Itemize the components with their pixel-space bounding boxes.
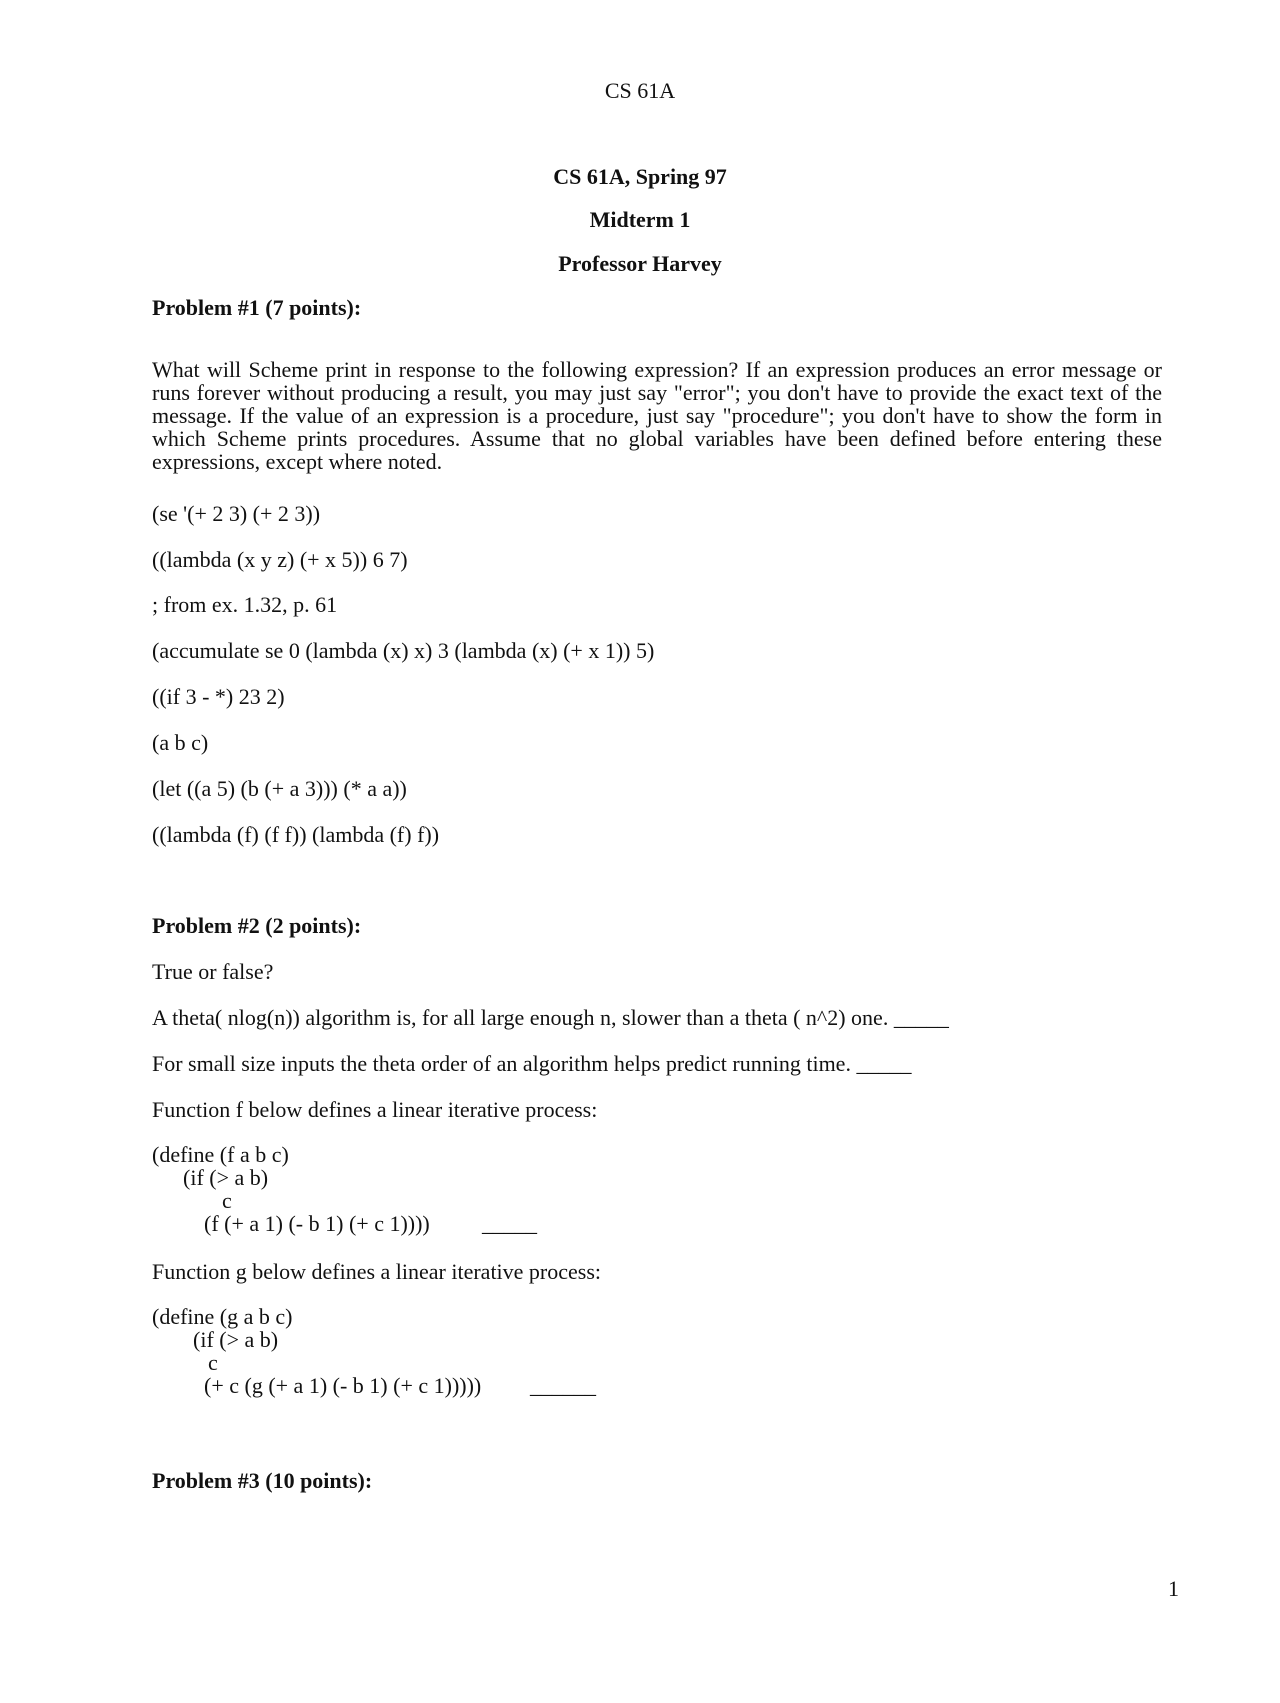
- problem2-prompt: True or false?: [152, 959, 274, 984]
- true-false-statement: Function g below defines a linear iterative process:: [152, 1259, 602, 1284]
- exam-professor: Professor Harvey: [558, 251, 722, 276]
- expression: (a b c): [152, 730, 209, 755]
- code-line: (+ c (g (+ a 1) (- b 1) (+ c 1))))): [204, 1373, 482, 1398]
- true-false-statement: A theta( nlog(n)) algorithm is, for all large enough n, slower than a theta ( n^2) one. _____: [152, 1005, 949, 1030]
- problem1-instructions: What will Scheme print in response to the following expression? If an expression produces an error message or runs forever without producing a result, you may just say "error"; you don't have to provide the exact text of the message. If the value of an expression is a procedure, just say "procedure"; you don't have to show the form in which Scheme prints procedures. Assume that no global variables have been defined before entering these expressions, except where noted.: [152, 357, 1162, 474]
- exam-title: CS 61A, Spring 97: [553, 164, 727, 189]
- expression: (accumulate se 0 (lambda (x) x) 3 (lambda (x) (+ x 1)) 5): [152, 638, 655, 663]
- expression: (let ((a 5) (b (+ a 3))) (* a a)): [152, 776, 407, 801]
- answer-blank: ______: [530, 1373, 596, 1398]
- expression: ((lambda (x y z) (+ x 5)) 6 7): [152, 547, 408, 572]
- code-line: (f (+ a 1) (- b 1) (+ c 1)))): [204, 1211, 430, 1236]
- page-header: CS 61A: [604, 78, 676, 103]
- problem1-heading: Problem #1 (7 points):: [152, 295, 362, 320]
- problem3-heading: Problem #3 (10 points):: [152, 1468, 373, 1493]
- true-false-statement: For small size inputs the theta order of an algorithm helps predict running time. _____: [152, 1051, 912, 1076]
- comment: ; from ex. 1.32, p. 61: [152, 592, 338, 617]
- code-line: (if (> a b): [193, 1327, 279, 1352]
- exam-subtitle: Midterm 1: [589, 207, 691, 232]
- problem2-heading: Problem #2 (2 points):: [152, 913, 362, 938]
- page-number: 1: [1168, 1576, 1179, 1601]
- code-line: (define (g a b c): [152, 1304, 293, 1329]
- answer-blank: _____: [482, 1211, 537, 1236]
- expression: ((lambda (f) (f f)) (lambda (f) f)): [152, 822, 440, 847]
- code-line: (if (> a b): [183, 1165, 269, 1190]
- expression: ((if 3 - *) 23 2): [152, 684, 285, 709]
- code-line: c: [222, 1188, 232, 1213]
- true-false-statement: Function f below defines a linear iterative process:: [152, 1097, 598, 1122]
- code-line: (define (f a b c): [152, 1142, 289, 1167]
- expression: (se '(+ 2 3) (+ 2 3)): [152, 501, 321, 526]
- code-line: c: [208, 1350, 218, 1375]
